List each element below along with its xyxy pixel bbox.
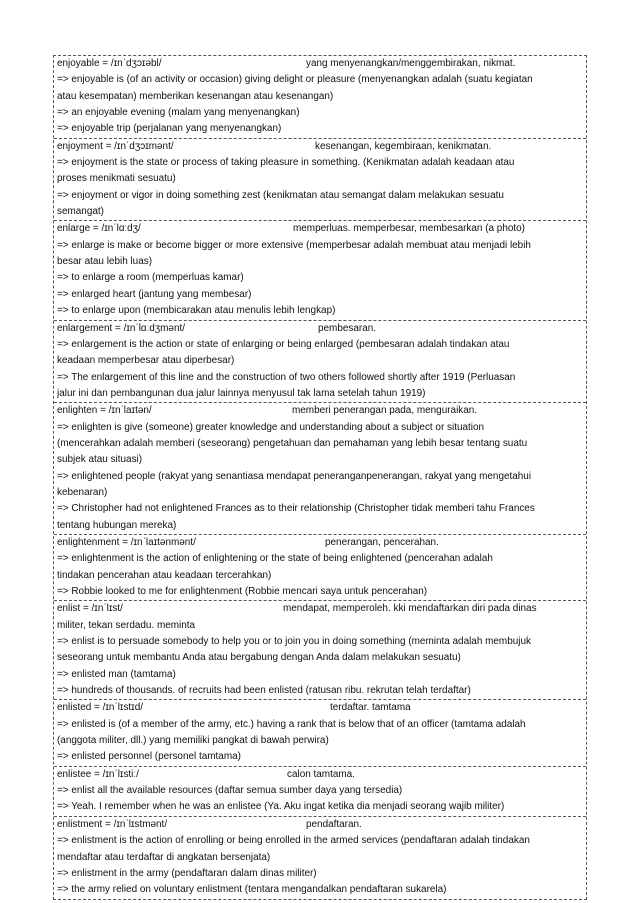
headword: enlistee = /ɪnˈlɪstiː/ xyxy=(57,768,139,780)
headword: enlist = /ɪnˈlɪst/ xyxy=(57,603,123,615)
headword: enlarge = /ɪnˈlɑːdʒ/ xyxy=(57,223,141,235)
definition-line: jalur ini dan pembangunan dua jalur lainnya menyusul tak lama setelah tahun 1919) xyxy=(57,387,426,399)
definition-line: kebenaran) xyxy=(57,486,108,498)
dictionary-entry xyxy=(54,817,586,899)
definition-line: => enlightened people (rakyat yang senantiasa mendapat peneranganpenerangan, rakyat yang mengetahui xyxy=(57,470,532,482)
dictionary-entry xyxy=(54,56,586,139)
translation: yang menyenangkan/menggembirakan, nikmat. xyxy=(306,58,516,69)
definition-line: => enlisted is (of a member of the army, etc.) having a rank that is below that of an officer (tamtama adalah xyxy=(57,718,526,730)
definition-line: => enjoyable is (of an activity or occasion) giving delight or pleasure (menyenangkan adalah (suatu kegiatan xyxy=(57,74,533,86)
headword: enlistment = /ɪnˈlɪstmənt/ xyxy=(57,818,168,830)
headword: enlightenment = /ɪnˈlaɪtənmənt/ xyxy=(57,536,196,548)
entry-heading xyxy=(57,56,586,72)
definition-line: => the army relied on voluntary enlistment (tentara mengandalkan pendaftaran sukarela) xyxy=(57,884,447,896)
definition-line: tentang hubungan mereka) xyxy=(57,519,177,531)
definition-line: tindakan pencerahan atau keadaan tercerahkan) xyxy=(57,569,272,581)
definition-line: proses menikmati sesuatu) xyxy=(57,173,176,185)
dictionary-entry xyxy=(54,221,586,320)
translation: penerangan, pencerahan. xyxy=(325,536,439,548)
dictionary-entry xyxy=(54,403,586,535)
definition-line: (anggota militer, dll.) yang memiliki pangkat di bawah perwira) xyxy=(57,735,329,747)
definition-line: => enlightenment is the action of enlightening or the state of being enlightened (pencerahan adalah xyxy=(57,553,493,565)
definition-line: => enlarge is make or become bigger or more extensive (memperbesar adalah membuat atau menjadi lebih xyxy=(57,239,531,251)
definition-line: => to enlarge upon (membicarakan atau menulis lebih lengkap) xyxy=(57,305,336,317)
definition-line: => enlisted personnel (personel tamtama) xyxy=(57,751,241,763)
translation: mendapat, memperoleh. kki mendaftarkan diri pada dinas xyxy=(283,603,537,615)
headword: enlighten = /ɪnˈlaɪtən/ xyxy=(57,405,152,417)
definition-line: militer, tekan serdadu. meminta xyxy=(57,619,196,631)
definition-line: besar atau lebih luas) xyxy=(57,256,153,268)
entry-heading xyxy=(57,403,586,419)
definition-line: keadaan memperbesar atau diperbesar) xyxy=(57,355,235,367)
definition-line: => enjoyment is the state or process of taking pleasure in something. (Kenikmatan adalah keadaan atau xyxy=(57,157,515,169)
definition-line: => enlargement is the action or state of enlarging or being enlarged (pembesaran adalah tindakan atau xyxy=(57,338,510,350)
headword: enlargement = /ɪnˈlɑːdʒmənt/ xyxy=(57,322,185,334)
dictionary-entry xyxy=(54,700,586,766)
entry-heading xyxy=(57,535,586,551)
definition-line: => enlistment is the action of enrolling or being enrolled in the armed services (pendaftaran adalah tindakan xyxy=(57,835,530,847)
headword: enjoyment = /ɪnˈdʒɔɪmənt/ xyxy=(57,140,174,152)
definition-line: => Yeah. I remember when he was an enlistee (Ya. Aku ingat ketika dia menjadi seorang wajib militer) xyxy=(57,801,505,813)
definition-line: => hundreds of thousands. of recruits had been enlisted (ratusan ribu. rekrutan telah terdaftar) xyxy=(57,685,471,697)
definition-line: => Christopher had not enlightened Frances as to their relationship (Christopher tidak memberi tahu Frances xyxy=(57,503,535,515)
definition-line: seseorang untuk membantu Anda atau bergabung dengan Anda dalam melakukan sesuatu) xyxy=(57,652,461,664)
translation: pembesaran. xyxy=(318,322,377,334)
entry-heading xyxy=(57,767,586,783)
definition-line: => an enjoyable evening (malam yang menyenangkan) xyxy=(57,107,300,119)
translation: memberi penerangan pada, menguraikan. xyxy=(292,405,478,417)
entry-heading xyxy=(57,817,586,833)
definition-line: => enlarged heart (jantung yang membesar) xyxy=(57,288,252,300)
dictionary-entry xyxy=(54,601,586,700)
translation: terdaftar. tamtama xyxy=(330,702,411,714)
translation: kesenangan, kegembiraan, kenikmatan. xyxy=(315,140,492,152)
definition-line: semangat) xyxy=(57,206,104,218)
entry-heading xyxy=(57,601,586,617)
entry-heading xyxy=(57,221,586,237)
definition-line: => to enlarge a room (memperluas kamar) xyxy=(57,272,244,284)
definition-line: => enlist all the available resources (daftar semua sumber daya yang tersedia) xyxy=(57,785,403,797)
headword: enlisted = /ɪnˈlɪstɪd/ xyxy=(57,702,144,714)
entry-heading xyxy=(57,700,586,716)
translation: calon tamtama. xyxy=(287,768,355,780)
translation: pendaftaran. xyxy=(306,818,362,830)
definition-line: => enlistment in the army (pendaftaran dalam dinas militer) xyxy=(57,867,317,879)
definition-line: => enjoyable trip (perjalanan yang menyenangkan) xyxy=(57,123,282,135)
definition-line: => enlighten is give (someone) greater knowledge and understanding about a subject or situation xyxy=(57,421,485,433)
definition-line: => The enlargement of this line and the construction of two others followed shortly after 1919 (Perluasan xyxy=(57,371,516,383)
dictionary-entry xyxy=(54,139,586,222)
dictionary-entry xyxy=(54,767,586,817)
dictionary-table xyxy=(53,55,587,900)
definition-line: => Robbie looked to me for enlightenment (Robbie mencari saya untuk pencerahan) xyxy=(57,586,428,597)
definition-line: => enjoyment or vigor in doing something zest (kenikmatan atau semangat dalam melakukan sesuatu xyxy=(57,189,504,201)
definition-line: => enlisted man (tamtama) xyxy=(57,668,176,680)
headword: enjoyable = /ɪnˈdʒɔɪəbl/ xyxy=(57,58,162,69)
dictionary-entry xyxy=(54,535,586,601)
dictionary-entry xyxy=(54,321,586,404)
definition-line: atau kesempatan) memberikan kesenangan atau kesenangan) xyxy=(57,90,334,102)
definition-line: => enlist is to persuade somebody to help you or to join you in doing something (meminta adalah membujuk xyxy=(57,636,531,648)
translation: memperluas. memperbesar, membesarkan (a photo) xyxy=(293,223,525,235)
definition-line: (mencerahkan adalah memberi (seseorang) pengetahuan dan pemahaman yang lebih besar tentang suatu xyxy=(57,437,528,449)
definition-line: mendaftar atau terdaftar di angkatan bersenjata) xyxy=(57,851,271,863)
entry-heading xyxy=(57,139,586,155)
entry-heading xyxy=(57,321,586,337)
definition-line: subjek atau situasi) xyxy=(57,454,143,466)
